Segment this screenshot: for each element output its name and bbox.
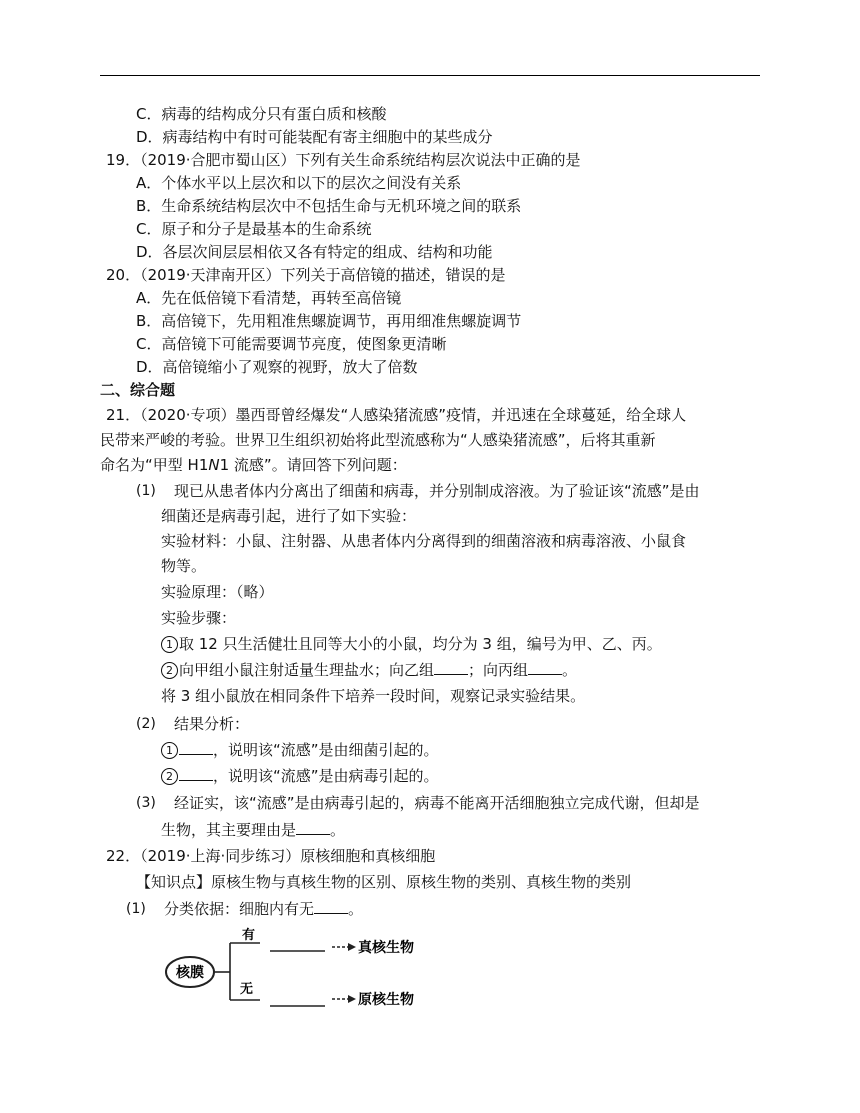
q21-step3: 将 3 组小鼠放在相同条件下培养一段时间，观察记录实验结果。	[161, 687, 586, 705]
q21-result2: 2 ，说明该“流感”是由病毒引起的。	[161, 766, 439, 786]
q22-part1-text: 分类依据：细胞内有无 。	[164, 900, 364, 918]
q21-stem-line3: 命名为“甲型 H1N1 流感”。请回答下列问题：	[100, 456, 407, 474]
answer-blank[interactable]	[528, 660, 562, 675]
q21-part1-line2: 细菌还是病毒引起，进行了如下实验：	[161, 507, 417, 525]
circled-number: 1	[161, 636, 178, 653]
answer-blank[interactable]	[296, 820, 330, 835]
q21-materials-line1: 实验材料：小鼠、注射器、从患者体内分离得到的细菌溶液和病毒溶液、小鼠食	[161, 532, 687, 550]
q19-option-d: D．各层次间层层相依又各有特定的组成、结构和功能	[136, 243, 493, 261]
circled-number: 2	[161, 768, 178, 785]
q21-part3-number: (3)	[136, 795, 156, 811]
answer-blank[interactable]	[314, 899, 348, 914]
q21-part2-label: 结果分析：	[174, 715, 250, 733]
q20-option-d: D．高倍镜缩小了观察的视野，放大了倍数	[136, 358, 418, 376]
q20-stem: 20．（2019·天津南开区）下列关于高倍镜的描述，错误的是	[106, 266, 506, 284]
q21-part3-line2: 生物，其主要理由是 。	[161, 821, 346, 839]
q21-stem-line1: 21．（2020·专项）墨西哥曾经爆发“人感染猪流感”疫情，并迅速在全球蔓延，给全球人	[106, 406, 687, 424]
no-label: 无	[240, 982, 254, 997]
q21-step2: 2 向甲组小鼠注射适量生理盐水；向乙组 ；向丙组 。	[161, 660, 577, 680]
answer-blank[interactable]	[179, 740, 213, 755]
q21-steps-label: 实验步骤：	[161, 609, 237, 627]
root-label: 核膜	[176, 965, 204, 981]
arrow-head-bottom	[348, 995, 356, 1003]
prokaryote-label: 原核生物	[358, 992, 414, 1008]
q21-part2-number: (2)	[136, 716, 156, 732]
q21-materials-line2: 物等。	[161, 557, 207, 575]
header-rule	[100, 75, 760, 76]
q21-stem-line2: 民带来严峻的考验。世界卫生组织初始将此型流感称为“人感染猪流感”，后将其重新	[100, 431, 656, 449]
q21-part1-number: (1)	[136, 483, 156, 499]
q19-option-c: C．原子和分子是最基本的生命系统	[136, 220, 372, 238]
answer-blank[interactable]	[434, 660, 468, 675]
q21-part1-line1: 现已从患者体内分离出了细菌和病毒，并分别制成溶液。为了验证该“流感”是由	[174, 482, 700, 500]
q18-option-d: D．病毒结构中有时可能装配有寄主细胞中的某些成分	[136, 128, 493, 146]
arrow-head-top	[348, 943, 356, 951]
yes-label: 有	[242, 928, 256, 943]
q22-stem: 22．（2019·上海·同步练习）原核细胞和真核细胞	[106, 847, 436, 865]
q21-part3-line1: 经证实，该“流感”是由病毒引起的，病毒不能离开活细胞独立完成代谢，但却是	[174, 794, 700, 812]
q18-option-c: C．病毒的结构成分只有蛋白质和核酸	[136, 105, 387, 123]
q22-part1-number: (1)	[126, 901, 146, 917]
q21-principle: 实验原理：（略）	[161, 583, 274, 601]
q19-stem: 19．（2019·合肥市蜀山区）下列有关生命系统结构层次说法中正确的是	[106, 151, 581, 169]
circled-number: 2	[161, 662, 178, 679]
q21-step1: 1 取 12 只生活健壮且同等大小的小鼠，均分为 3 组，编号为甲、乙、丙。	[161, 634, 662, 654]
q21-result1: 1 ，说明该“流感”是由细菌引起的。	[161, 740, 439, 760]
q20-option-b: B．高倍镜下，先用粗准焦螺旋调节，再用细准焦螺旋调节	[136, 312, 522, 330]
section-heading: 二、综合题	[100, 381, 176, 399]
q20-option-c: C．高倍镜下可能需要调节亮度，使图象更清晰	[136, 335, 447, 353]
circled-number: 1	[161, 742, 178, 759]
q19-option-b: B．生命系统结构层次中不包括生命与无机环境之间的联系	[136, 197, 522, 215]
nuclear-membrane-classification-diagram	[160, 925, 460, 1015]
eukaryote-label: 真核生物	[358, 940, 414, 956]
answer-blank[interactable]	[179, 766, 213, 781]
q20-option-a: A．先在低倍镜下看清楚，再转至高倍镜	[136, 289, 402, 307]
q22-knowledge-point: 【知识点】原核生物与真核生物的区别、原核生物的类别、真核生物的类别	[136, 873, 632, 891]
q19-option-a: A．个体水平以上层次和以下的层次之间没有关系	[136, 174, 462, 192]
